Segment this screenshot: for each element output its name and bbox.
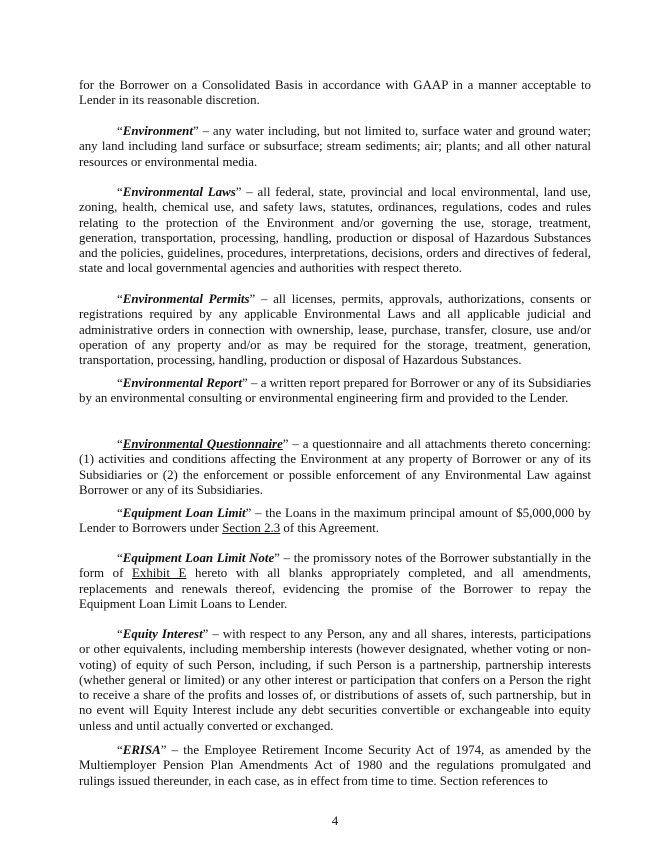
definition-text-end: hereto with all blanks appropriately completed, and all amendments, replacements and renewals thereof, evidencing the promise of the Borrower to repay the Equipment Loan Limit Loans to Lender. (79, 566, 591, 611)
definition-erisa (79, 743, 591, 789)
paragraph-text: for the Borrower on a Consolidated Basis in accordance with GAAP in a manner acceptable to Lender in its reasonable discretion. (79, 78, 591, 108)
definition-equipment-loan-limit (79, 506, 591, 537)
defined-term: Equipment Loan Limit (122, 506, 246, 520)
definition-text: ” – all federal, state, provincial and local environmental, land use, zoning, health, chemical use, and safety laws, statutes, ordinances, regulations, codes and rules relating to the protection of the Environment and/or governing the use, storage, treatment, generation, transportation, processing, handling, production or disposal of Hazardous Substances and the policies, guidelines, procedures, interpretations, decisions, orders and directives of federal, state and local governmental agencies and authorities with respect thereto. (79, 185, 591, 276)
quote-open: “ (117, 506, 123, 520)
defined-term: Environment (122, 124, 193, 138)
defined-term: Equipment Loan Limit Note (122, 551, 275, 565)
quote-open: “ (117, 743, 123, 757)
quote-open: “ (117, 551, 123, 565)
defined-term: Equity Interest (122, 627, 203, 641)
definition-environmental-report (79, 376, 591, 407)
section-reference: Section 2.3 (222, 521, 281, 536)
definition-text: ” – a questionnaire and all attachments thereto concerning: (1) activities and conditions affecting the Environment at any property of Borrower or any of its Subsidiaries or (2) the enforcement or possible enforcement of any Environmental Law against Borrower or any of its Subsidiaries. (79, 437, 591, 497)
defined-term: Environmental Questionnaire (122, 437, 283, 451)
definition-text: ” – any water including, but not limited to, surface water and ground water; any land including land surface or subsurface; stream sediments; air; plants; and all other natural resources or environmental media. (79, 124, 591, 169)
definition-text: ” – the Loans in the maximum principal amount of $5,000,000 by Lender to Borrowers under (79, 506, 591, 536)
defined-term: Environmental Laws (122, 185, 236, 199)
definition-equipment-loan-limit-note (79, 551, 591, 612)
definition-environmental-laws (79, 185, 591, 277)
quote-open: “ (117, 185, 123, 199)
definition-text: ” – all licenses, permits, approvals, authorizations, consents or registrations required by any applicable Environmental Laws and all applicable judicial and administrative orders in connection with ownership, lease, purchase, transfer, closure, use and/or operation of any property and/or as may be required for the storage, treatment, generation, transportation, processing, handling, production or disposal of Hazardous Substances. (79, 292, 591, 368)
definition-text: ” – with respect to any Person, any and all shares, interests, participations or other equivalents, including membership interests (however designated, whether voting or non-voting) of equity of such Person, including, if such Person is a partnership, partnership interests (whether general or limited) or any other interest or participation that confers on a Person the right to receive a share of the profits and losses of, or distributions of assets of, such partnership, but in no event will Equity Interest include any debt securities convertible or exchangeable into equity unless and until actually converted or exchanged. (79, 627, 591, 733)
definition-environmental-permits (79, 292, 591, 368)
quote-open: “ (117, 292, 123, 306)
quote-open: “ (117, 376, 123, 390)
defined-term: ERISA (122, 743, 161, 757)
definition-environment (79, 124, 591, 170)
paragraph-intro (79, 78, 591, 109)
quote-open: “ (117, 124, 123, 138)
definition-equity-interest (79, 627, 591, 734)
definition-text: ” – a written report prepared for Borrower or any of its Subsidiaries by an environmental consulting or environmental engineering firm and provided to the Lender. (79, 376, 591, 406)
exhibit-reference: Exhibit E (132, 566, 187, 581)
definition-text-end: of this Agreement. (280, 521, 380, 536)
defined-term: Environmental Permits (122, 292, 250, 306)
definition-environmental-questionnaire (79, 437, 591, 498)
quote-open: “ (117, 627, 123, 641)
definition-text: ” – the Employee Retirement Income Security Act of 1974, as amended by the Multiemployer Pension Plan Amendments Act of 1980 and the regulations promulgated and rulings issued thereunder, in each case, as in effect from time to time. Section references to (79, 743, 591, 788)
page-number: 4 (331, 814, 339, 828)
quote-open: “ (117, 437, 123, 451)
definition-text: ” – the promissory notes of the Borrower substantially in the form of (79, 551, 591, 581)
defined-term: Environmental Report (122, 376, 243, 390)
